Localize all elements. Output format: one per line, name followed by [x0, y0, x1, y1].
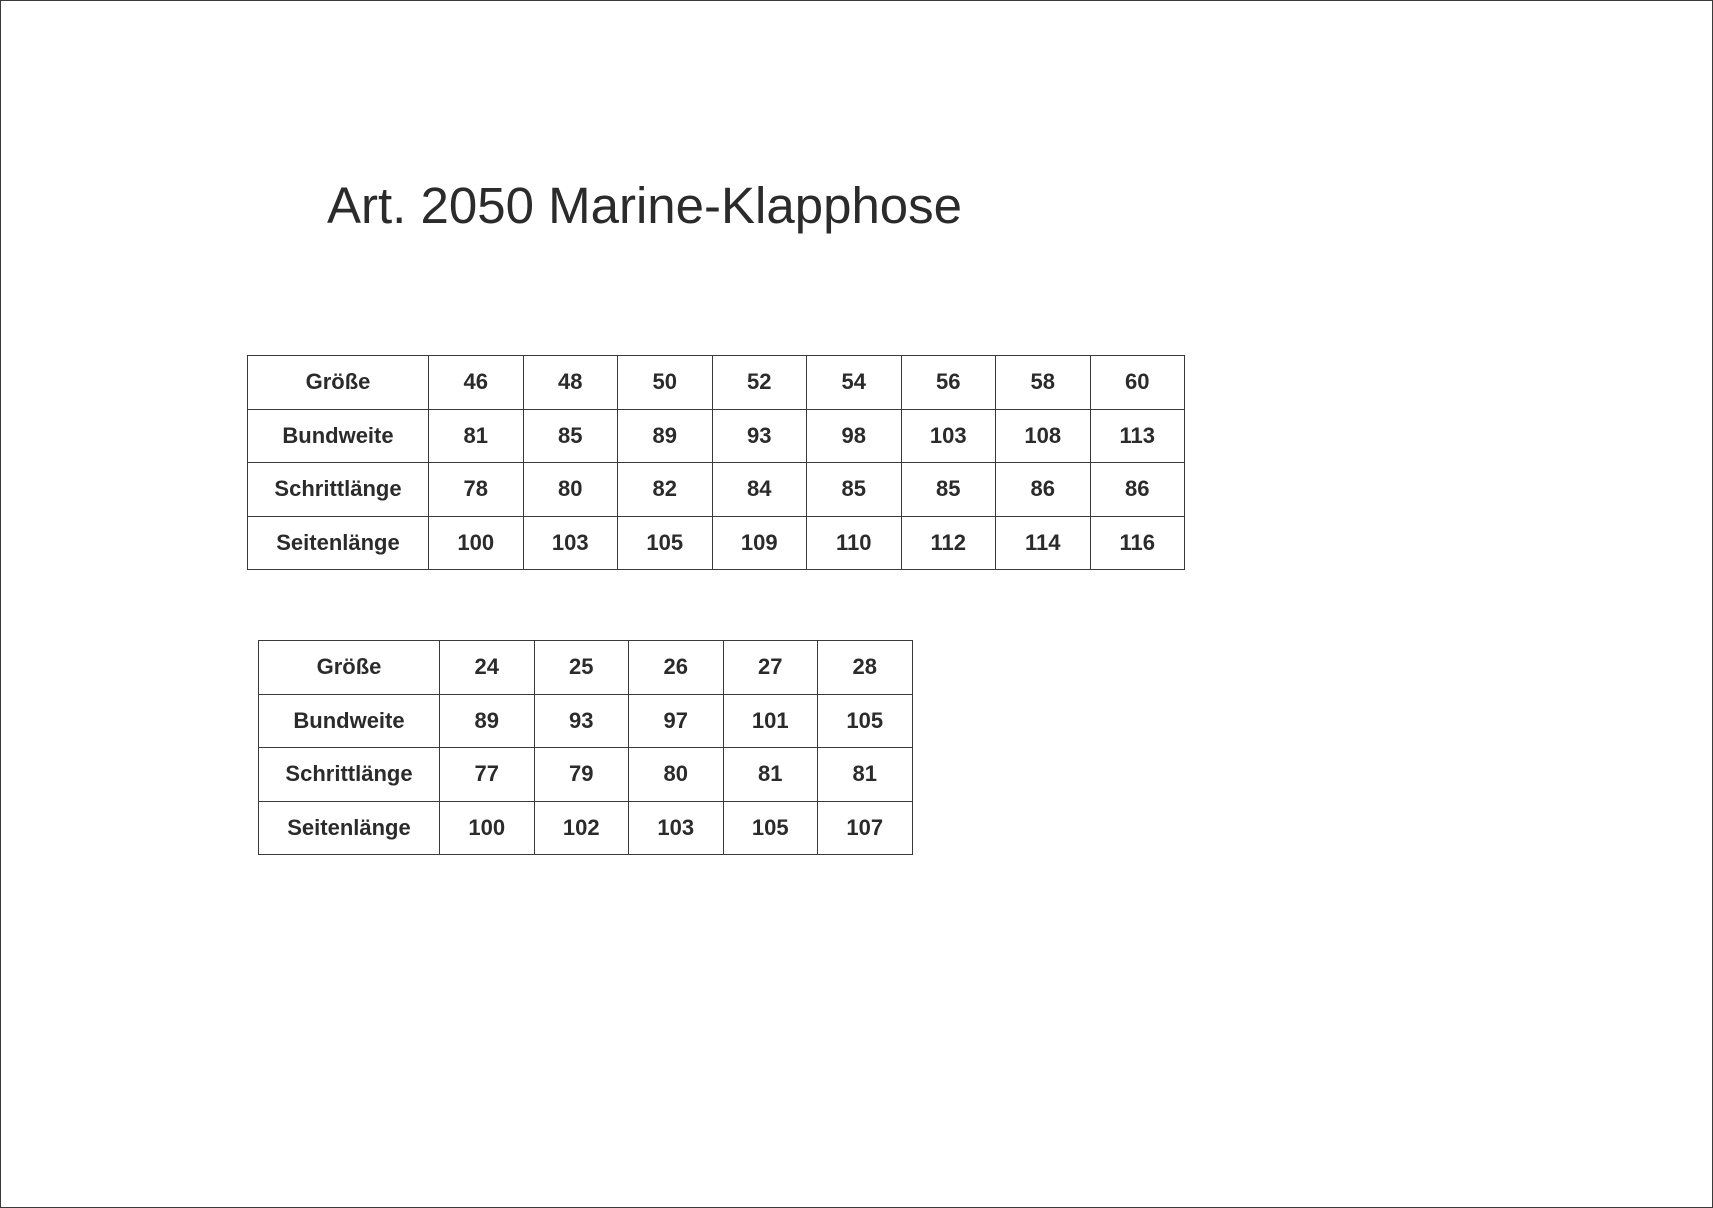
table-cell: 81 [429, 409, 524, 463]
table-row [259, 641, 913, 695]
table-cell: 100 [429, 516, 524, 570]
row-label: Seitenlänge [259, 801, 440, 855]
size-table-short [258, 640, 913, 855]
table-cell: 84 [712, 463, 807, 517]
table-cell: 113 [1090, 409, 1185, 463]
table-cell: 103 [523, 516, 618, 570]
table-cell: 86 [996, 463, 1091, 517]
table-cell: 85 [901, 463, 996, 517]
table-cell: 26 [629, 641, 724, 695]
table-cell: 52 [712, 356, 807, 410]
table-row [248, 463, 1185, 517]
row-label: Seitenlänge [248, 516, 429, 570]
table-cell: 77 [440, 748, 535, 802]
table-row [248, 356, 1185, 410]
table-cell: 86 [1090, 463, 1185, 517]
table-cell: 89 [440, 694, 535, 748]
table-row [259, 801, 913, 855]
table-cell: 112 [901, 516, 996, 570]
row-label: Bundweite [248, 409, 429, 463]
table-cell: 82 [618, 463, 713, 517]
table-cell: 105 [818, 694, 913, 748]
table-cell: 24 [440, 641, 535, 695]
table-cell: 103 [901, 409, 996, 463]
table-cell: 79 [534, 748, 629, 802]
table-cell: 89 [618, 409, 713, 463]
row-label: Größe [259, 641, 440, 695]
size-table-regular [247, 355, 1185, 570]
table-cell: 60 [1090, 356, 1185, 410]
table-cell: 103 [629, 801, 724, 855]
table-cell: 54 [807, 356, 902, 410]
table-cell: 80 [629, 748, 724, 802]
table-cell: 109 [712, 516, 807, 570]
table-row [248, 516, 1185, 570]
table-cell: 93 [534, 694, 629, 748]
table-cell: 114 [996, 516, 1091, 570]
table-cell: 48 [523, 356, 618, 410]
table-cell: 100 [440, 801, 535, 855]
row-label: Größe [248, 356, 429, 410]
table-cell: 97 [629, 694, 724, 748]
table-cell: 25 [534, 641, 629, 695]
table-row [259, 748, 913, 802]
table-cell: 102 [534, 801, 629, 855]
table-cell: 78 [429, 463, 524, 517]
table-cell: 110 [807, 516, 902, 570]
table-cell: 85 [523, 409, 618, 463]
table-cell: 105 [723, 801, 818, 855]
table-row [248, 409, 1185, 463]
table-cell: 108 [996, 409, 1091, 463]
table-cell: 28 [818, 641, 913, 695]
table-cell: 46 [429, 356, 524, 410]
table-cell: 98 [807, 409, 902, 463]
table-cell: 105 [618, 516, 713, 570]
row-label: Schrittlänge [259, 748, 440, 802]
table-cell: 56 [901, 356, 996, 410]
table-cell: 101 [723, 694, 818, 748]
page-title: Art. 2050 Marine-Klapphose [327, 177, 963, 234]
table-cell: 93 [712, 409, 807, 463]
row-label: Schrittlänge [248, 463, 429, 517]
table-cell: 50 [618, 356, 713, 410]
table-cell: 107 [818, 801, 913, 855]
table-cell: 85 [807, 463, 902, 517]
table-row [259, 694, 913, 748]
table-cell: 116 [1090, 516, 1185, 570]
table-cell: 58 [996, 356, 1091, 410]
table-cell: 27 [723, 641, 818, 695]
row-label: Bundweite [259, 694, 440, 748]
table-cell: 80 [523, 463, 618, 517]
table-cell: 81 [818, 748, 913, 802]
table-cell: 81 [723, 748, 818, 802]
